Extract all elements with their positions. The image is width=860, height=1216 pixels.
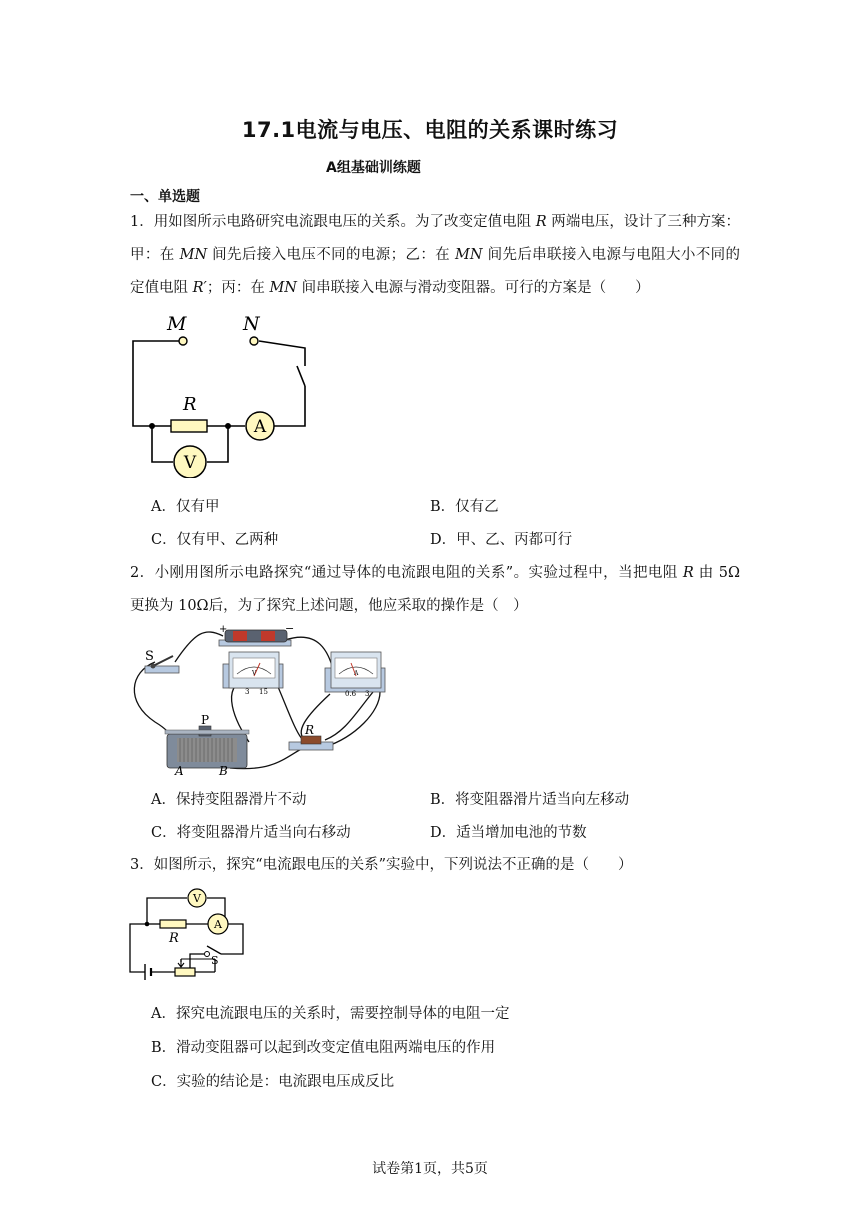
- question-1-option-a[interactable]: A．仅有甲: [151, 499, 220, 515]
- ammeter-3-terminal: 3: [365, 690, 370, 698]
- terminal-n-label: N: [243, 313, 260, 335]
- rheostat-b-label: B: [219, 764, 228, 778]
- terminal-m-label: M: [167, 313, 187, 335]
- question-1-circuit-diagram: [125, 308, 325, 478]
- question-2-option-b[interactable]: B．将变阻器滑片适当向左移动: [430, 792, 630, 808]
- rheostat-a-label: A: [175, 764, 184, 778]
- switch-s-label: S: [211, 954, 219, 967]
- voltmeter-v-label: V: [252, 670, 257, 677]
- resistor-r-label: R: [169, 931, 179, 946]
- ammeter-0-6-terminal: 0.6: [345, 690, 357, 698]
- voltmeter-label: V: [183, 453, 197, 473]
- question-2-option-c[interactable]: C．将变阻器滑片适当向右移动: [151, 825, 351, 841]
- question-1-text: 1．用如图所示电路研究电流跟电压的关系。为了改变定值电阻 R 两端电压，设计了三种方案：甲：在 MN 间先后接入电压不同的电源；乙：在 MN 间先后串联接入电源与电阻大小不同的定值电阻 R′；丙：在 MN 间串联接入电源与滑动变阻器。可行的方案是（ ）: [130, 214, 741, 296]
- question-3-option-c[interactable]: C．实验的结论是：电流跟电压成反比: [151, 1074, 395, 1090]
- question-3-option-a[interactable]: A．探究电流跟电压的关系时，需要控制导体的电阻一定: [151, 1006, 510, 1022]
- ammeter-label: A: [253, 417, 267, 437]
- question-2-text: 2．小刚用图所示电路探究“通过导体的电流跟电阻的关系”。实验过程中，当把电阻 R 由 5Ω 更换为 10Ω后，为了探究上述问题，他应采取的操作是（ ）: [130, 565, 740, 614]
- voltmeter-3-terminal: 3: [245, 688, 250, 696]
- ammeter-a-label: A: [354, 670, 359, 677]
- rheostat-p-label: P: [201, 713, 210, 727]
- question-2-apparatus-diagram: [125, 622, 395, 778]
- question-3-circuit-diagram: [125, 884, 255, 984]
- page-title: 17.1电流与电压、电阻的关系课时练习: [241, 118, 619, 142]
- resistor-r-label: R: [183, 394, 197, 415]
- ammeter-label: A: [214, 918, 222, 931]
- question-3-text: 3．如图所示，探究“电流跟电压的关系”实验中，下列说法不正确的是（ ）: [130, 857, 633, 873]
- page-footer: 试卷第1页，共5页: [372, 1161, 488, 1177]
- page-subtitle: A组基础训练题: [326, 160, 421, 176]
- battery-minus-label: −: [285, 622, 295, 635]
- voltmeter-label: V: [193, 892, 201, 905]
- section-heading: 一、单选题: [130, 189, 200, 205]
- question-2-option-d[interactable]: D．适当增加电池的节数: [430, 825, 587, 841]
- question-1-option-d[interactable]: D．甲、乙、丙都可行: [430, 532, 573, 548]
- question-2-option-a[interactable]: A．保持变阻器滑片不动: [151, 792, 307, 808]
- switch-s-label: S: [145, 649, 154, 664]
- question-1-option-b[interactable]: B．仅有乙: [430, 499, 499, 515]
- question-3-option-b[interactable]: B．滑动变阻器可以起到改变定值电阻两端电压的作用: [151, 1040, 496, 1056]
- resistor-r-label: R: [305, 723, 315, 737]
- battery-plus-label: +: [219, 624, 228, 635]
- voltmeter-15-terminal: 15: [259, 688, 268, 696]
- question-1-option-c[interactable]: C．仅有甲、乙两种: [151, 532, 279, 548]
